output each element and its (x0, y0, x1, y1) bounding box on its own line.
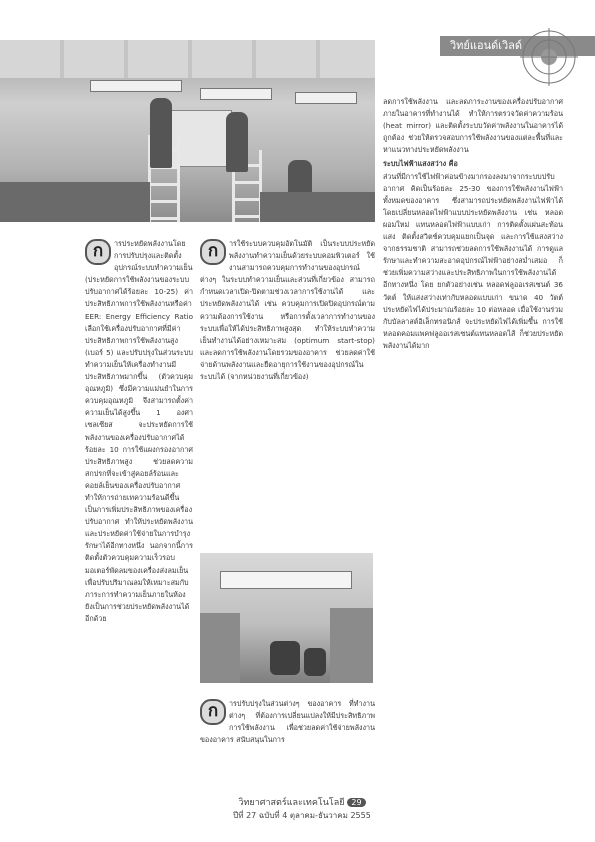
article-column-middle (200, 238, 375, 383)
page-number: 29 (347, 798, 365, 807)
dropcap: ก (200, 239, 226, 265)
article-column-left (85, 238, 193, 625)
photo-office-interior (200, 553, 373, 683)
paragraph: ส่วนที่มีการใช้ไฟฟ้าค่อนข้างมากรองลงมาจากระบบปรับอากาศ คิดเป็นร้อยละ 25-30 ของการใช้พลังงานไฟฟ้าทั้งหมดของอาคาร ซึ่งสามารถประหยัดพลังงานไฟฟ้าได้โดยเปลี่ยนหลอดไฟฟ้าแบบประหยัดพลังงาน เช่น หลอดผอมใหม่ แทนหลอดไฟฟ้าแบบเก่า การติดตั้งแผ่นสะท้อนแสง ติดตั้งสวิตช์ควบคุมแยกเป็นจุด และการใช้แสงสว่างจากธรรมชาติ สามารถช่วยลดการใช้พลังงานได้ การดูแลรักษาและทำความสะอาดอุปกรณ์ไฟฟ้าอย่างสม่ำเสมอ ก็ช่วยเพิ่มความสว่างและประสิทธิภาพในการใช้พลังงานได้อีกทางหนึ่ง โดย ยกตัวอย่างเช่น หลอดฟลูออเรสเซนต์ 36 วัตต์ ให้แสงสว่างเท่ากับหลอดแบบเก่า ขนาด 40 วัตต์ ประหยัดไฟได้ประมาณร้อยละ 10 ต่อหลอด เมื่อใช้งานร่วมกับบัลลาสต์อิเล็กทรอนิกส์ จะประหยัดไฟได้เพิ่มขึ้น การใช้หลอดคอมแพคฟลูออเรสเซนต์แทนหลอดไส้ ก็ช่วยประหยัดพลังงานได้มาก (383, 171, 563, 350)
subheading-lighting: ระบบไฟฟ้าแสงสว่าง คือ (383, 159, 458, 169)
dropcap: ก (85, 239, 111, 265)
article-column-right (383, 96, 563, 352)
issue-info: ปีที่ 27 ฉบับที่ 4 ตุลาคม-ธันวาคม 2555 (233, 811, 371, 820)
paragraph: ลดการใช้พลังงาน และลดภาระงานของเครื่องปรับอากาศภายในอาคารที่ทำงานได้ ทำให้การตรวจวัดค่าความร้อน (heat mirror) และติดตั้งระบบวัดค่าพลังงานในอาคารได้ถูกต้อง ช่วยให้ตรวจสอบการใช้พลังงานของแต่ละพื้นที่และหาแนวทางประหยัดพลังงาน (383, 97, 563, 155)
paragraph: ารปรับปรุงในส่วนต่างๆ ของอาคาร ที่ทำงานต่างๆ ที่ต้องการเปลี่ยนแปลงให้มีประสิทธิภาพการใช้พลังงาน เพื่อช่วยลดค่าใช้จ่ายพลังงานของอาคาร สนับสนุนในการ (200, 699, 375, 745)
article-column-middle-bottom (200, 698, 375, 746)
section-label: วิทย์แอนด์เวิลด์ (440, 36, 595, 56)
dropcap: ก (200, 699, 226, 725)
magazine-title: วิทยาศาสตร์และเทคโนโลยี (238, 798, 345, 808)
paragraph: ารใช้ระบบควบคุมอัตโนมัติ เป็นระบบประหยัดพลังงานทำความเย็นด้วยระบบคอมพิวเตอร์ ใช้งานสามารถควบคุมการทำงานของอุปกรณ์ต่างๆ ในระบบทำความเย็นและส่วนที่เกี่ยวข้อง สามารถกำหนดเวลาเปิด-ปิดตามช่วงเวลาการใช้งานได้ และประหยัดพลังงานได้ เช่น ควบคุมการเปิดปิดอุปกรณ์ตามความต้องการใช้งาน หรือการตั้งเวลาการทำงานของระบบเพื่อให้ได้ประสิทธิภาพสูงสุด ทำให้ระบบทำความเย็นทำงานได้อย่างเหมาะสม (optimum start-stop) และลดการใช้พลังงานโดยรวมของอาคาร ช่วยลดค่าใช้จ่ายด้านพลังงานและยืดอายุการใช้งานของอุปกรณ์ในระบบได้ (จากหน่วยงานที่เกี่ยวข้อง) (200, 239, 375, 382)
page-footer (222, 795, 382, 822)
photo-technicians-servicing-air-conditioner (0, 40, 375, 222)
paragraph: ารประหยัดพลังงานโดยการปรับปรุงและติดตั้งอุปกรณ์ระบบทำความเย็น (ประหยัดการใช้พลังงานของระบบปรับอากาศได้ร้อยละ 10-25) ค่าประสิทธิภาพการใช้พลังงานหรือค่า EER: Energy Efficiency Ratio เลือกใช้เครื่องปรับอากาศที่มีค่าประสิทธิภาพการใช้พลังงานสูง (เบอร์ 5) และปรับปรุงในส่วนระบบทำความเย็นให้เครื่องทำงานมีประสิทธิภาพมากขึ้น (ตัวควบคุมอุณหภูมิ) ซึ่งมีความแม่นยำในการควบคุมอุณหภูมิ จึงสามารถตั้งค่าความเย็นได้สูงขึ้น 1 องศาเซลเซียส จะประหยัดการใช้พลังงานของเครื่องปรับอากาศได้ร้อยละ 10 การใช้แผงกรองอากาศประสิทธิภาพสูง ช่วยลดความสกปรกที่จะเข้าสู่คอยล์ร้อนและคอยล์เย็นของเครื่องปรับอากาศ ทำให้การถ่ายเทความร้อนดีขึ้น เป็นการเพิ่มประสิทธิภาพของเครื่องปรับอากาศ ทำให้ประหยัดพลังงานและประหยัดค่าใช้จ่ายในการบำรุงรักษาได้อีกทางหนึ่ง นอกจากนี้การติดตั้งตัวควบคุมความเร็วรอบมอเตอร์พัดลมของเครื่องส่งลมเย็นเพื่อปรับปริมาณลมให้เหมาะสมกับภาระการทำความเย็นภายในห้อง ยังเป็นการช่วยประหยัดพลังงานได้อีกด้วย (85, 239, 193, 623)
crosshair-emblem-icon (520, 28, 578, 86)
